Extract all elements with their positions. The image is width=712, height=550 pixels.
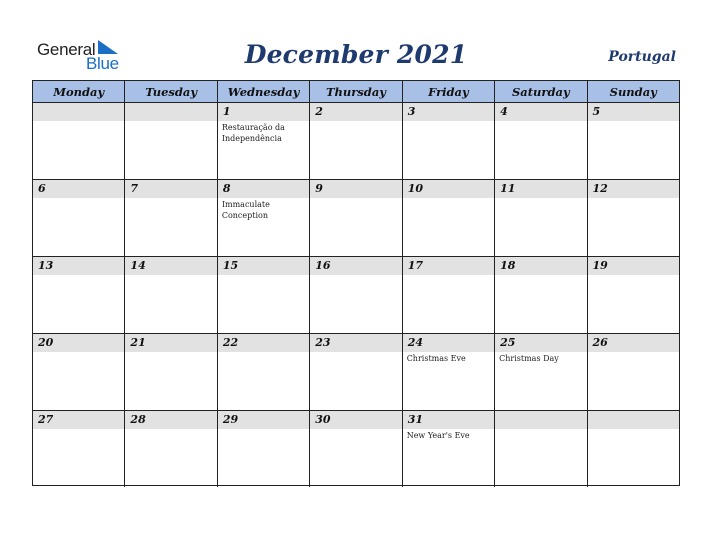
day-cell	[310, 411, 402, 487]
day-number: 18	[500, 259, 516, 272]
holiday-label: Immaculate Conception	[221, 200, 270, 220]
day-cell	[125, 103, 217, 179]
day-number: 14	[130, 259, 146, 272]
day-cell	[495, 103, 587, 179]
weekday-header: Tuesday	[125, 81, 217, 102]
day-number: 11	[500, 182, 516, 195]
day-number: 23	[315, 336, 331, 349]
day-number: 30	[315, 413, 331, 426]
day-cell	[218, 334, 310, 410]
day-cell	[33, 411, 125, 487]
day-cell	[33, 257, 125, 333]
holiday-label: Restauração da Independência	[221, 123, 285, 143]
logo-text-blue: Blue	[86, 54, 119, 73]
day-number: 31	[407, 413, 423, 426]
calendar-week-row	[33, 103, 679, 180]
day-number: 17	[407, 259, 423, 272]
day-number-band	[495, 103, 586, 121]
holiday-label: New Year's Eve	[406, 431, 470, 440]
day-number: 15	[222, 259, 239, 272]
day-number-band	[33, 180, 124, 198]
day-number: 12	[592, 182, 608, 195]
day-cell	[588, 180, 679, 256]
day-number: 27	[38, 413, 54, 426]
day-cell	[218, 180, 310, 256]
day-cell	[495, 411, 587, 487]
day-number: 20	[38, 336, 54, 349]
day-cell	[218, 103, 310, 179]
day-number: 26	[592, 336, 608, 349]
weekday-header: Wednesday	[218, 81, 310, 102]
day-cell	[495, 180, 587, 256]
calendar-week-row	[33, 334, 679, 411]
day-number: 6	[38, 182, 46, 195]
page-title: December 2021	[244, 40, 468, 69]
day-cell	[33, 180, 125, 256]
day-cell	[588, 334, 679, 410]
day-number: 2	[315, 105, 323, 118]
day-number-band	[218, 180, 309, 198]
day-number-band	[310, 180, 401, 198]
day-number: 24	[407, 336, 423, 349]
day-number: 9	[315, 182, 323, 195]
weekday-header-row	[33, 81, 679, 103]
calendar-weeks	[33, 103, 679, 487]
day-cell	[403, 103, 495, 179]
holiday-label: Christmas Day	[499, 354, 559, 363]
day-number: 3	[407, 105, 416, 118]
day-cell	[588, 103, 679, 179]
day-cell	[403, 180, 495, 256]
day-cell	[310, 180, 402, 256]
day-cell	[403, 334, 495, 410]
day-number: 16	[315, 259, 331, 272]
weekday-header: Sunday	[609, 85, 657, 99]
day-cell	[310, 334, 402, 410]
day-number: 28	[130, 413, 146, 426]
day-number-band	[218, 103, 309, 121]
day-number-band	[588, 411, 679, 429]
day-cell	[588, 257, 679, 333]
weekday-header: Monday	[33, 81, 125, 102]
day-number: 21	[130, 336, 146, 349]
calendar-week-row	[33, 411, 679, 487]
day-cell	[403, 411, 495, 487]
day-cell	[588, 411, 679, 487]
day-number: 22	[222, 336, 239, 349]
day-number: 1	[222, 105, 231, 118]
day-cell	[495, 257, 587, 333]
calendar-week-row	[33, 180, 679, 257]
day-number: 8	[222, 182, 231, 195]
country-label: Portugal	[608, 49, 676, 65]
weekday-header: Friday	[403, 81, 495, 102]
day-number: 4	[500, 105, 508, 118]
day-number: 29	[222, 413, 239, 426]
day-cell	[218, 257, 310, 333]
day-cell	[33, 334, 125, 410]
holiday-label: Christmas Eve	[406, 354, 466, 363]
day-number-band	[310, 103, 401, 121]
weekday-header: Saturday	[495, 81, 587, 102]
day-number: 5	[592, 105, 601, 118]
day-cell	[310, 257, 402, 333]
day-number-band	[403, 103, 494, 121]
day-number: 7	[130, 182, 139, 195]
day-cell	[125, 334, 217, 410]
day-cell	[495, 334, 587, 410]
calendar-week-row	[33, 257, 679, 334]
calendar-grid	[32, 80, 680, 486]
day-number: 19	[592, 259, 608, 272]
day-number: 10	[407, 182, 423, 195]
logo-text-general: General	[37, 40, 96, 59]
day-number-band	[125, 103, 216, 121]
day-number-band	[588, 103, 679, 121]
weekday-header: Thursday	[310, 81, 402, 102]
day-cell	[403, 257, 495, 333]
day-number-band	[33, 103, 124, 121]
day-cell	[125, 180, 217, 256]
day-number-band	[125, 180, 216, 198]
day-cell	[125, 257, 217, 333]
day-cell	[33, 103, 125, 179]
day-cell	[310, 103, 402, 179]
day-number: 13	[38, 259, 54, 272]
day-number-band	[495, 411, 586, 429]
day-number: 25	[500, 336, 516, 349]
day-cell	[218, 411, 310, 487]
day-cell	[125, 411, 217, 487]
